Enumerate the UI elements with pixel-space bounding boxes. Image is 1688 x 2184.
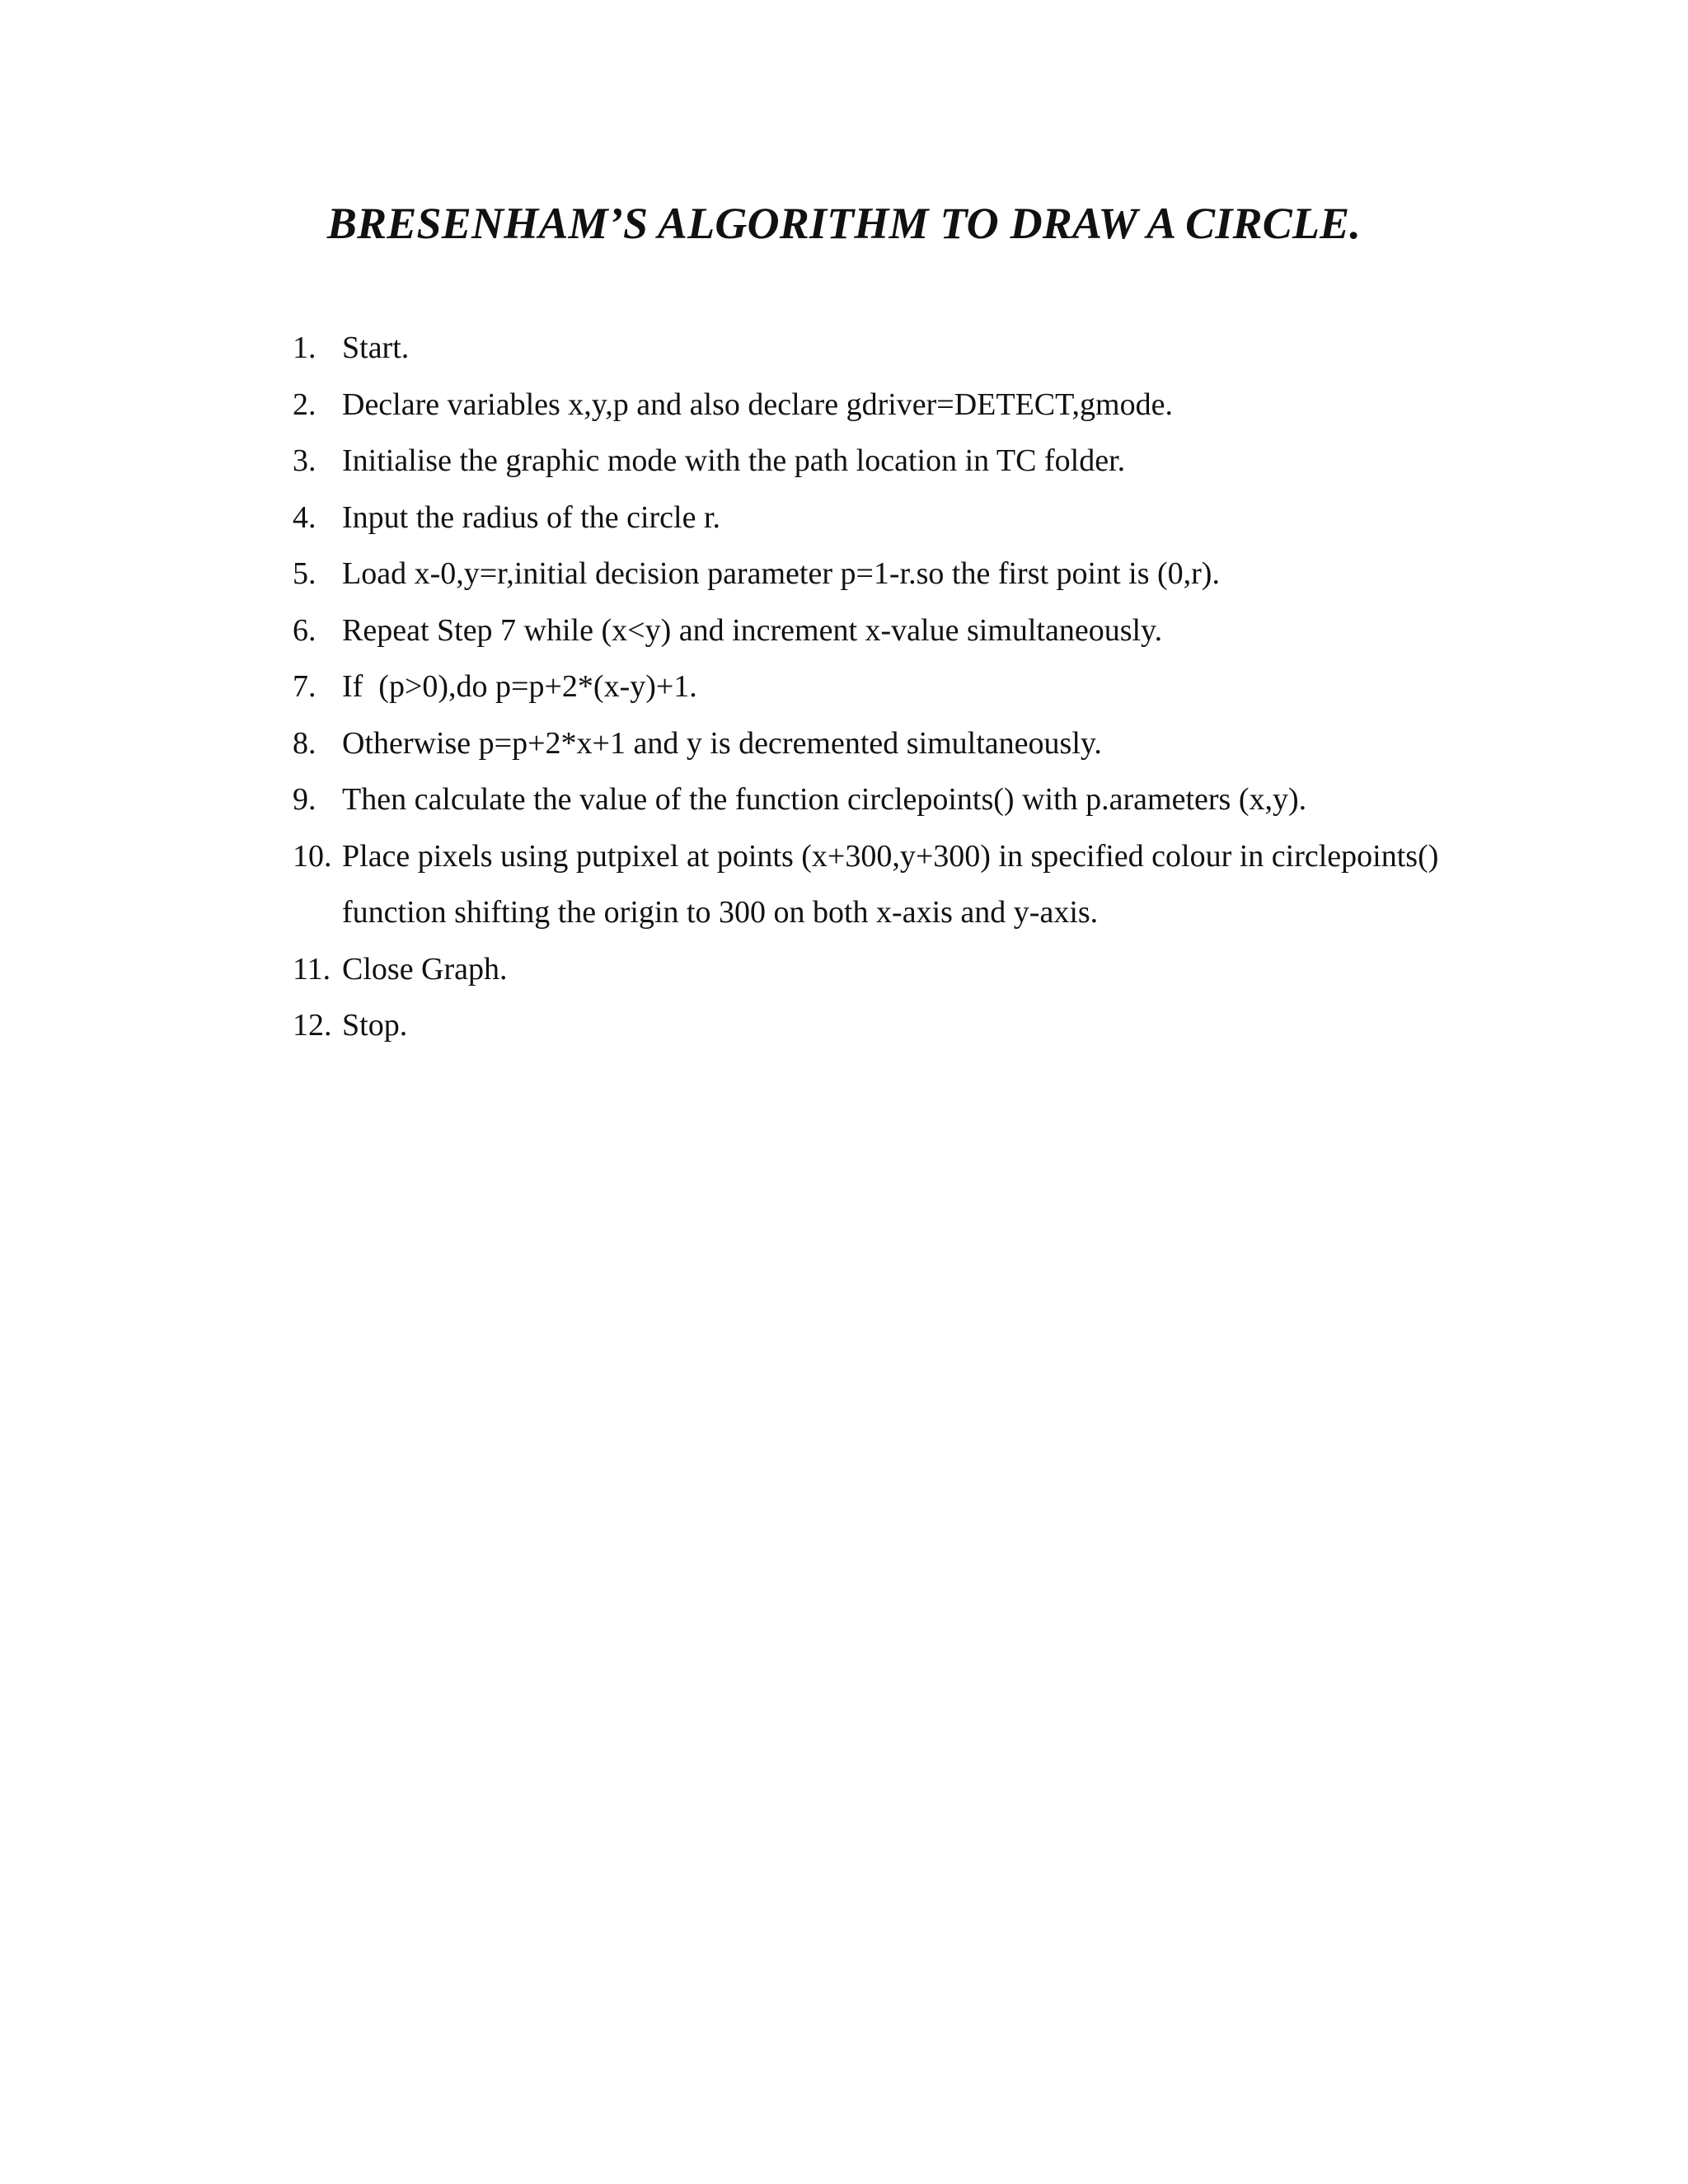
list-item <box>293 433 1529 490</box>
list-item <box>293 320 1529 377</box>
list-item <box>293 602 1529 659</box>
steps-list <box>293 320 1529 1054</box>
step-text: Close Graph. <box>342 951 508 987</box>
step-number: 7. <box>293 669 316 704</box>
step-text: Initialise the graphic mode with the path location in TC folder. <box>342 443 1126 478</box>
step-number: 11. <box>293 951 331 987</box>
step-text-continuation: function shifting the origin to 300 on both x-axis and y-axis. <box>342 895 1099 930</box>
step-number: 12. <box>293 1008 332 1043</box>
list-item <box>293 828 1529 941</box>
step-number: 6. <box>293 612 316 648</box>
step-number: 2. <box>293 387 316 422</box>
step-text: Start. <box>342 330 410 365</box>
step-text: Declare variables x,y,p and also declare gdriver=DETECT,gmode. <box>342 387 1173 422</box>
step-number: 1. <box>293 330 316 365</box>
list-item <box>293 658 1529 715</box>
list-item <box>293 941 1529 998</box>
step-number: 5. <box>293 556 316 591</box>
step-number: 9. <box>293 782 316 817</box>
list-item <box>293 490 1529 546</box>
list-item <box>293 997 1529 1054</box>
step-number: 4. <box>293 499 316 535</box>
list-item <box>293 546 1529 602</box>
step-number: 10. <box>293 838 332 874</box>
list-item <box>293 715 1529 772</box>
step-text: If (p>0),do p=p+2*(x-y)+1. <box>342 669 697 704</box>
step-text: Input the radius of the circle r. <box>342 499 721 535</box>
step-text: Repeat Step 7 while (x<y) and increment x-value simultaneously. <box>342 612 1163 648</box>
step-text: Load x-0,y=r,initial decision parameter p=1-r.so the first point is (0,r). <box>342 556 1220 591</box>
step-text: Then calculate the value of the function circlepoints() with p.arameters (x,y). <box>342 782 1307 817</box>
step-text: Stop. <box>342 1008 408 1043</box>
list-item <box>293 771 1529 828</box>
page-title: BRESENHAM’S ALGORITHM TO DRAW A CIRCLE. <box>326 199 1362 248</box>
step-number: 3. <box>293 443 316 478</box>
list-item <box>293 377 1529 434</box>
step-text: Otherwise p=p+2*x+1 and y is decremented simultaneously. <box>342 725 1102 761</box>
step-text: Place pixels using putpixel at points (x+300,y+300) in specified colour in circlepoints() <box>342 838 1439 874</box>
step-number: 8. <box>293 725 316 761</box>
